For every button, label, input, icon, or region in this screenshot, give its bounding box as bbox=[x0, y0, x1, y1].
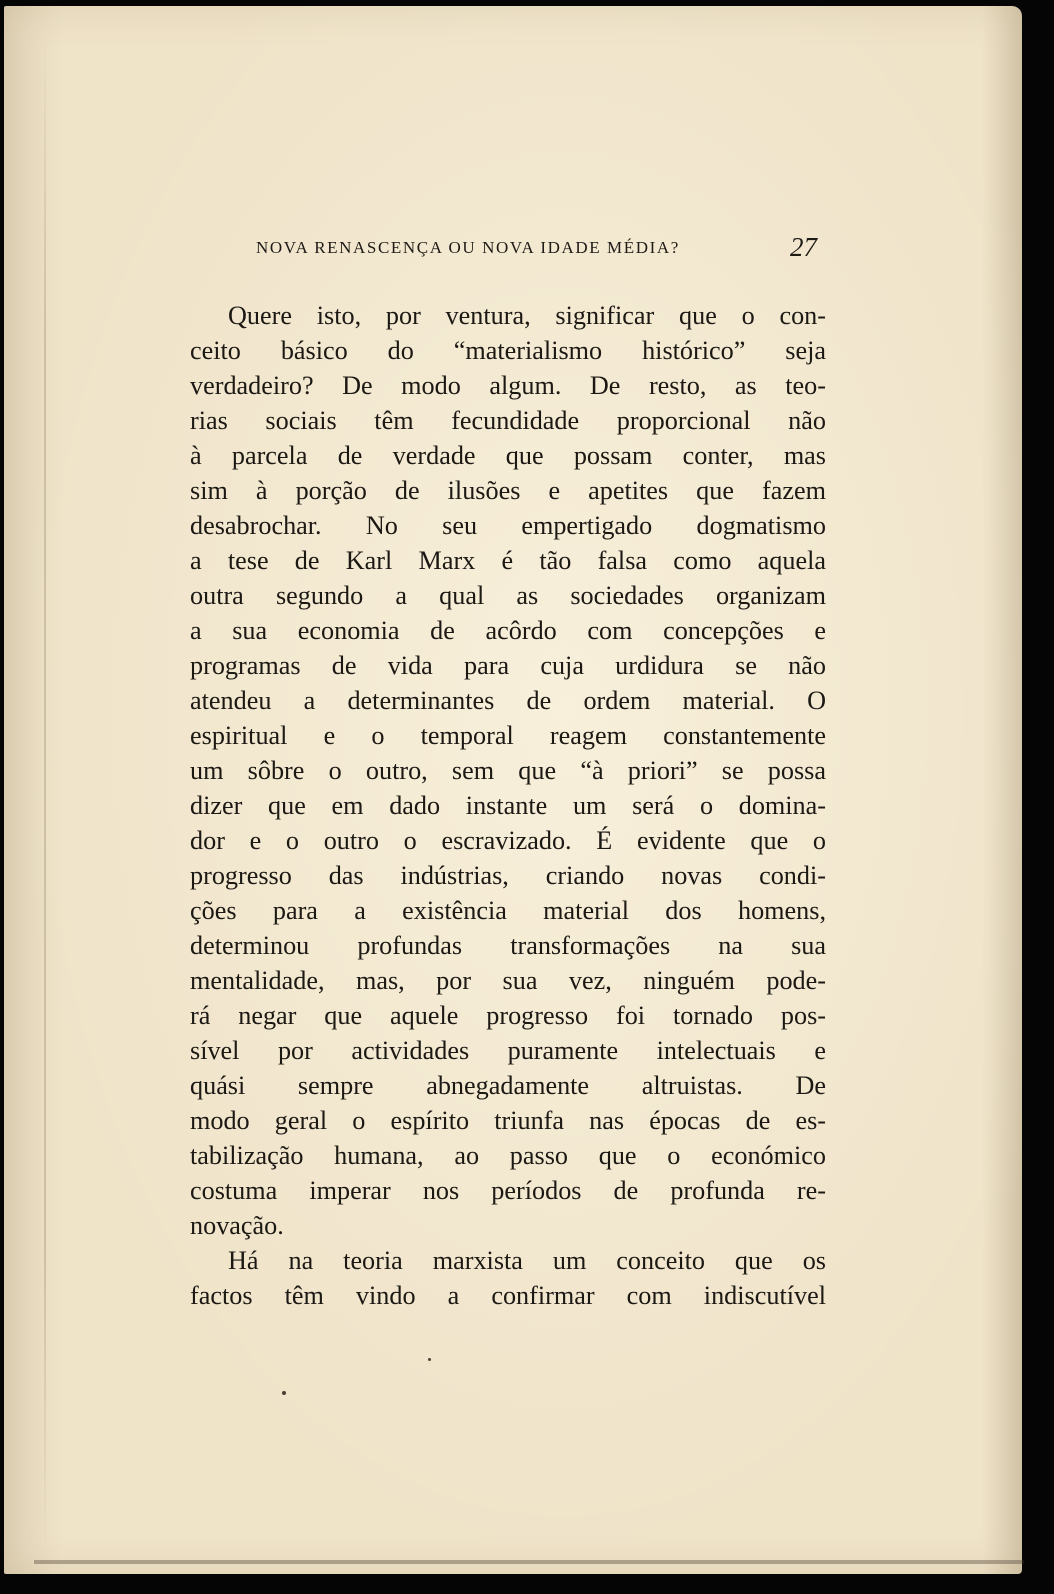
running-head bbox=[256, 232, 826, 262]
page-number: 27 bbox=[790, 232, 817, 262]
text-line: espiritual e o temporal reagem constantemente bbox=[190, 721, 826, 750]
text-line: ceito básico do “materialismo histórico” seja bbox=[190, 336, 826, 365]
text-line: determinou profundas transformações na sua bbox=[190, 931, 826, 960]
text-line: Há na teoria marxista um conceito que os bbox=[228, 1246, 826, 1275]
paragraph bbox=[190, 1243, 826, 1313]
text-line: atendeu a determinantes de ordem material. O bbox=[190, 686, 826, 715]
text-line: desabrochar. No seu empertigado dogmatismo bbox=[190, 511, 826, 540]
text-line: progresso das indústrias, criando novas condi- bbox=[190, 861, 826, 890]
text-line: tabilização humana, ao passo que o económico bbox=[190, 1141, 826, 1170]
text-line: outra segundo a qual as sociedades organizam bbox=[190, 581, 826, 610]
paper-speck bbox=[428, 1358, 431, 1361]
text-line: factos têm vindo a confirmar com indiscutível bbox=[190, 1281, 826, 1310]
text-line: Quere isto, por ventura, significar que o con- bbox=[228, 301, 826, 330]
text-line: ções para a existência material dos homens, bbox=[190, 896, 826, 925]
text-line: à parcela de verdade que possam conter, mas bbox=[190, 441, 826, 470]
text-line: rias sociais têm fecundidade proporcional não bbox=[190, 406, 826, 435]
text-line: costuma imperar nos períodos de profunda re- bbox=[190, 1176, 826, 1205]
text-line: sim à porção de ilusões e apetites que fazem bbox=[190, 476, 826, 505]
binding-shadow bbox=[44, 36, 46, 1556]
text-line: novação. bbox=[190, 1211, 284, 1240]
text-line: programas de vida para cuja urdidura se não bbox=[190, 651, 826, 680]
text-line: quási sempre abnegadamente altruistas. De bbox=[190, 1071, 826, 1100]
text-line: a sua economia de acôrdo com concepções e bbox=[190, 616, 826, 645]
text-line: modo geral o espírito triunfa nas épocas de es- bbox=[190, 1106, 826, 1135]
body-text bbox=[190, 298, 826, 1313]
text-line: dor e o outro o escravizado. É evidente que o bbox=[190, 826, 826, 855]
text-line: a tese de Karl Marx é tão falsa como aquela bbox=[190, 546, 826, 575]
text-line: rá negar que aquele progresso foi tornado pos- bbox=[190, 1001, 826, 1030]
text-line: verdadeiro? De modo algum. De resto, as teo- bbox=[190, 371, 826, 400]
page-bottom-edge bbox=[34, 1560, 1024, 1564]
running-title: NOVA RENASCENÇA OU NOVA IDADE MÉDIA? bbox=[256, 238, 680, 257]
text-line: mentalidade, mas, por sua vez, ninguém pode- bbox=[190, 966, 826, 995]
paper-speck bbox=[282, 1391, 286, 1395]
text-line: dizer que em dado instante um será o domina- bbox=[190, 791, 826, 820]
text-line: sível por actividades puramente intelectuais e bbox=[190, 1036, 826, 1065]
paragraph bbox=[190, 298, 826, 1243]
text-line: um sôbre o outro, sem que “à priori” se possa bbox=[190, 756, 826, 785]
